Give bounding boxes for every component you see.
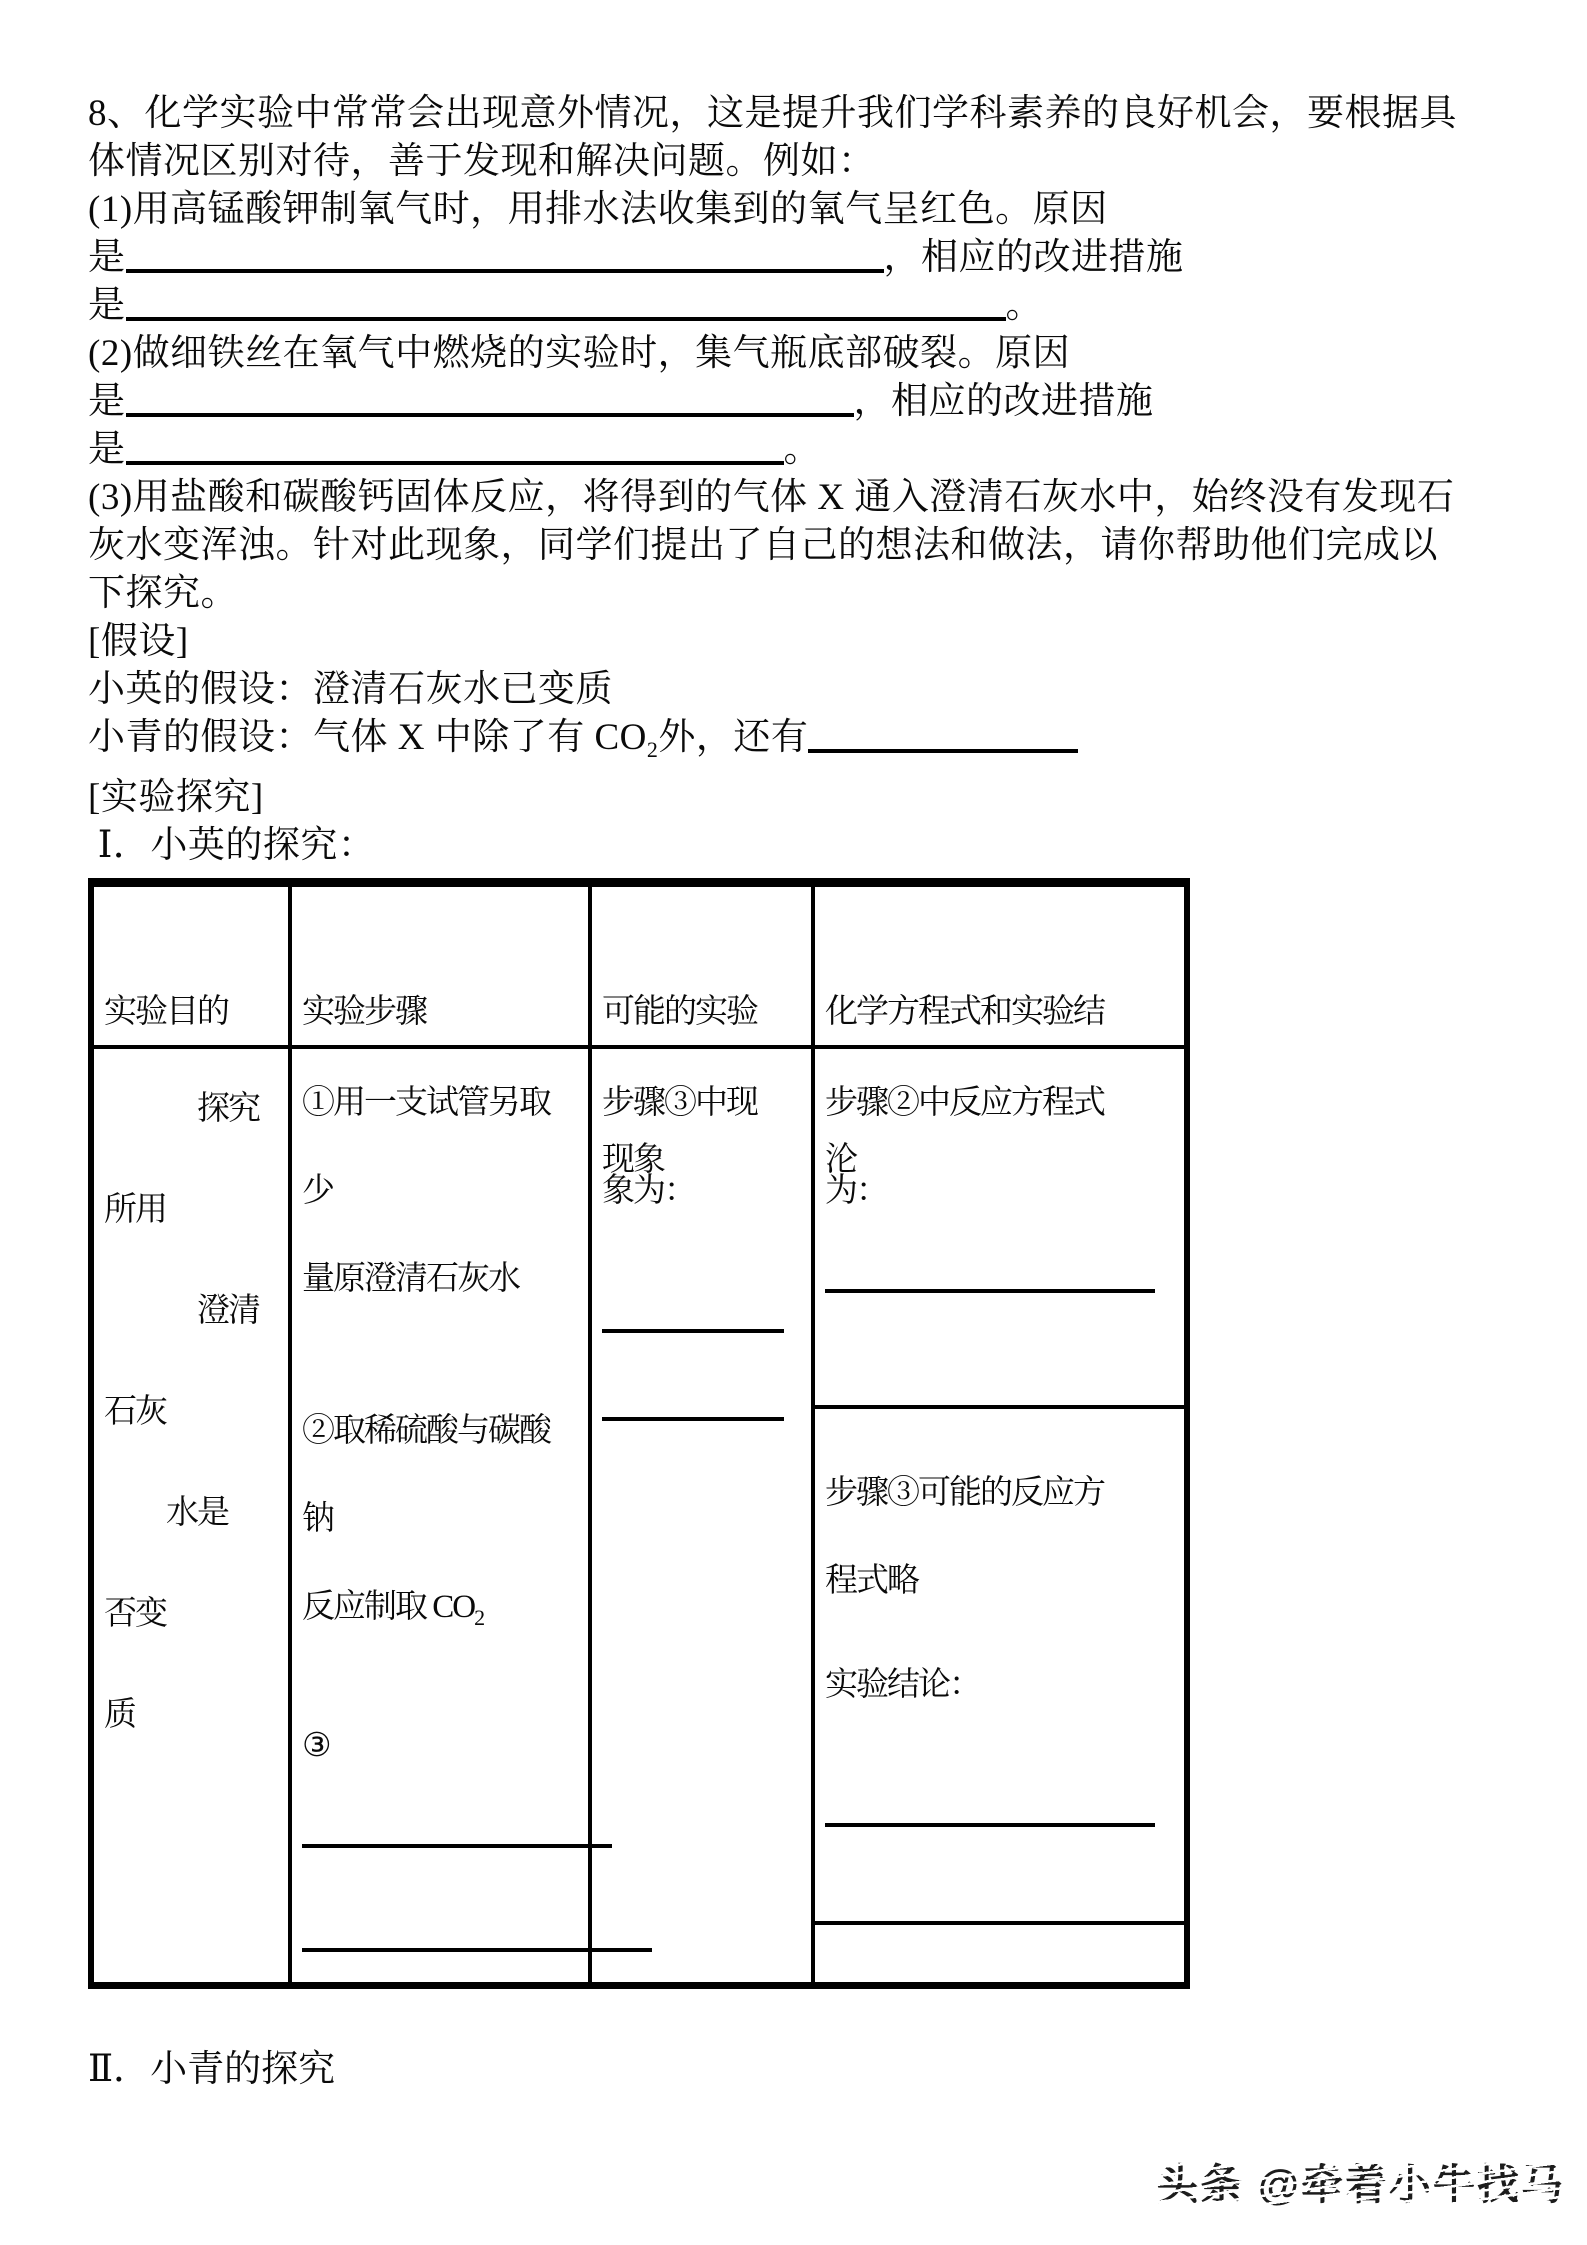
xiaoying-hypothesis: 小英的假设：澄清石灰水已变质	[88, 669, 613, 710]
cell-text-line: 水是	[104, 1495, 228, 1531]
fill-in-blank	[126, 461, 784, 465]
cell-text-line: 否变	[104, 1596, 166, 1632]
question-2-answer-line-1: 是 ，相应的改进措施	[88, 381, 1154, 422]
cell-text-line: 石灰	[104, 1394, 166, 1430]
cell-text-line: 质	[104, 1697, 135, 1733]
step-2-line-1: ②取稀硫酸与碳酸	[302, 1413, 550, 1449]
question-3-text-line-3: 下探究。	[88, 573, 238, 614]
fill-in-blank	[302, 1844, 612, 1848]
header-text: 可能的实验	[602, 994, 757, 1030]
conclusion-blank-line	[825, 1769, 1178, 1857]
column-experiment-steps	[292, 887, 592, 1982]
phenomena-line-2: 象为：	[602, 1173, 695, 1209]
question-8-paragraph	[88, 90, 1518, 870]
experiment-exploration-label: [实验探究]	[88, 777, 264, 818]
conclusion-label: 实验结论：	[825, 1667, 980, 1703]
question-3-text-line-1: (3)用盐酸和碳酸钙固体反应，将得到的气体 X 通入澄清石灰水中，始终没有发现石	[88, 477, 1455, 518]
fill-in-blank	[126, 269, 884, 273]
experiment-table	[88, 878, 1190, 1989]
question-1-answer-line-1: 是 ，相应的改进措施	[88, 237, 1184, 278]
question-2-answer-line-2: 是 。	[88, 429, 821, 470]
step-3-blank-line: ③	[302, 1702, 582, 1878]
subscript: 2	[474, 1605, 484, 1630]
cell-text-line: 探究	[104, 1091, 259, 1127]
cell-text-line: 澄清	[104, 1293, 259, 1329]
fill-in-blank	[825, 1289, 1155, 1293]
step-2-line-3: 反应制取 $CO_2$	[302, 1589, 484, 1630]
subscript: 2	[646, 737, 659, 762]
fill-in-blank	[602, 1417, 784, 1421]
column-experiment-purpose	[94, 887, 292, 1982]
fill-in-blank	[126, 317, 1006, 321]
header-text: 现象	[602, 1142, 664, 1178]
cell-step-2-equation	[815, 1049, 1184, 1409]
fill-in-blank	[825, 1823, 1155, 1827]
cell-experiment-steps	[292, 1049, 588, 1982]
fill-in-blank	[808, 749, 1078, 753]
question-3-text-line-2: 灰水变浑浊。针对此现象，同学们提出了自己的想法和做法，请你帮助他们完成以	[88, 525, 1438, 566]
column-equation-conclusion	[815, 887, 1184, 1982]
intro-line-1: 8、化学实验中常常会出现意外情况，这是提升我们学科素养的良好机会，要根据具	[88, 93, 1457, 134]
question-2-text: (2)做细铁丝在氧气中燃烧的实验时，集气瓶底部破裂。原因	[88, 333, 1071, 374]
fill-in-blank	[126, 413, 854, 417]
header-text: 实验步骤	[302, 994, 426, 1030]
conclusion-line-1: 步骤③可能的反应方	[825, 1475, 1104, 1511]
step-3-blank-line-2	[302, 1894, 582, 1982]
header-text: 化学方程式和实验结	[825, 994, 1104, 1030]
intro-line-2: 体情况区别对待，善于发现和解决问题。例如：	[88, 141, 876, 182]
fill-in-blank	[302, 1948, 652, 1952]
step-2-line-2: 钠	[302, 1501, 333, 1537]
header-experiment-steps	[292, 887, 588, 1049]
conclusion-line-2: 程式略	[825, 1563, 918, 1599]
fill-in-blank	[602, 1329, 784, 1333]
watermark: 头条 @牵着小牛找马	[1156, 2152, 1565, 2212]
phenomena-blank-line-2	[602, 1363, 805, 1451]
header-text: 沦	[825, 1142, 856, 1178]
hypothesis-label: [假设]	[88, 621, 189, 662]
cell-step-3-conclusion	[815, 1409, 1184, 1925]
equation-line-1: 步骤②中反应方程式	[825, 1085, 1104, 1121]
equation-blank-line	[825, 1235, 1178, 1323]
page-content	[88, 90, 1518, 2095]
equation-line-2: 为：	[825, 1173, 887, 1209]
section-2-title: Ⅱ．小青的探究	[88, 2049, 336, 2090]
question-1-text: (1)用高锰酸钾制氧气时，用排水法收集到的氧气呈红色。原因	[88, 189, 1108, 230]
step-1-line-2: 少	[302, 1173, 333, 1209]
phenomena-line-1: 步骤③中现	[602, 1085, 757, 1121]
cell-text-line: 所用	[104, 1192, 166, 1228]
xiaoqing-hypothesis: 小青的假设：气体 X 中除了有 $CO_2$外，还有	[88, 714, 1518, 774]
header-experiment-purpose	[94, 887, 288, 1049]
step-1-line-1: ①用一支试管另取	[302, 1085, 550, 1121]
cell-experiment-purpose	[94, 1049, 288, 1766]
header-text: 实验目的	[104, 994, 228, 1030]
section-1-title: Ⅰ．小英的探究：	[88, 825, 376, 866]
step-1-line-3: 量原澄清石灰水	[302, 1261, 519, 1297]
column-possible-phenomena	[592, 887, 815, 1982]
question-1-answer-line-2: 是 。	[88, 285, 1043, 326]
phenomena-blank-line-1	[602, 1275, 805, 1363]
cell-empty	[815, 1925, 1184, 1953]
